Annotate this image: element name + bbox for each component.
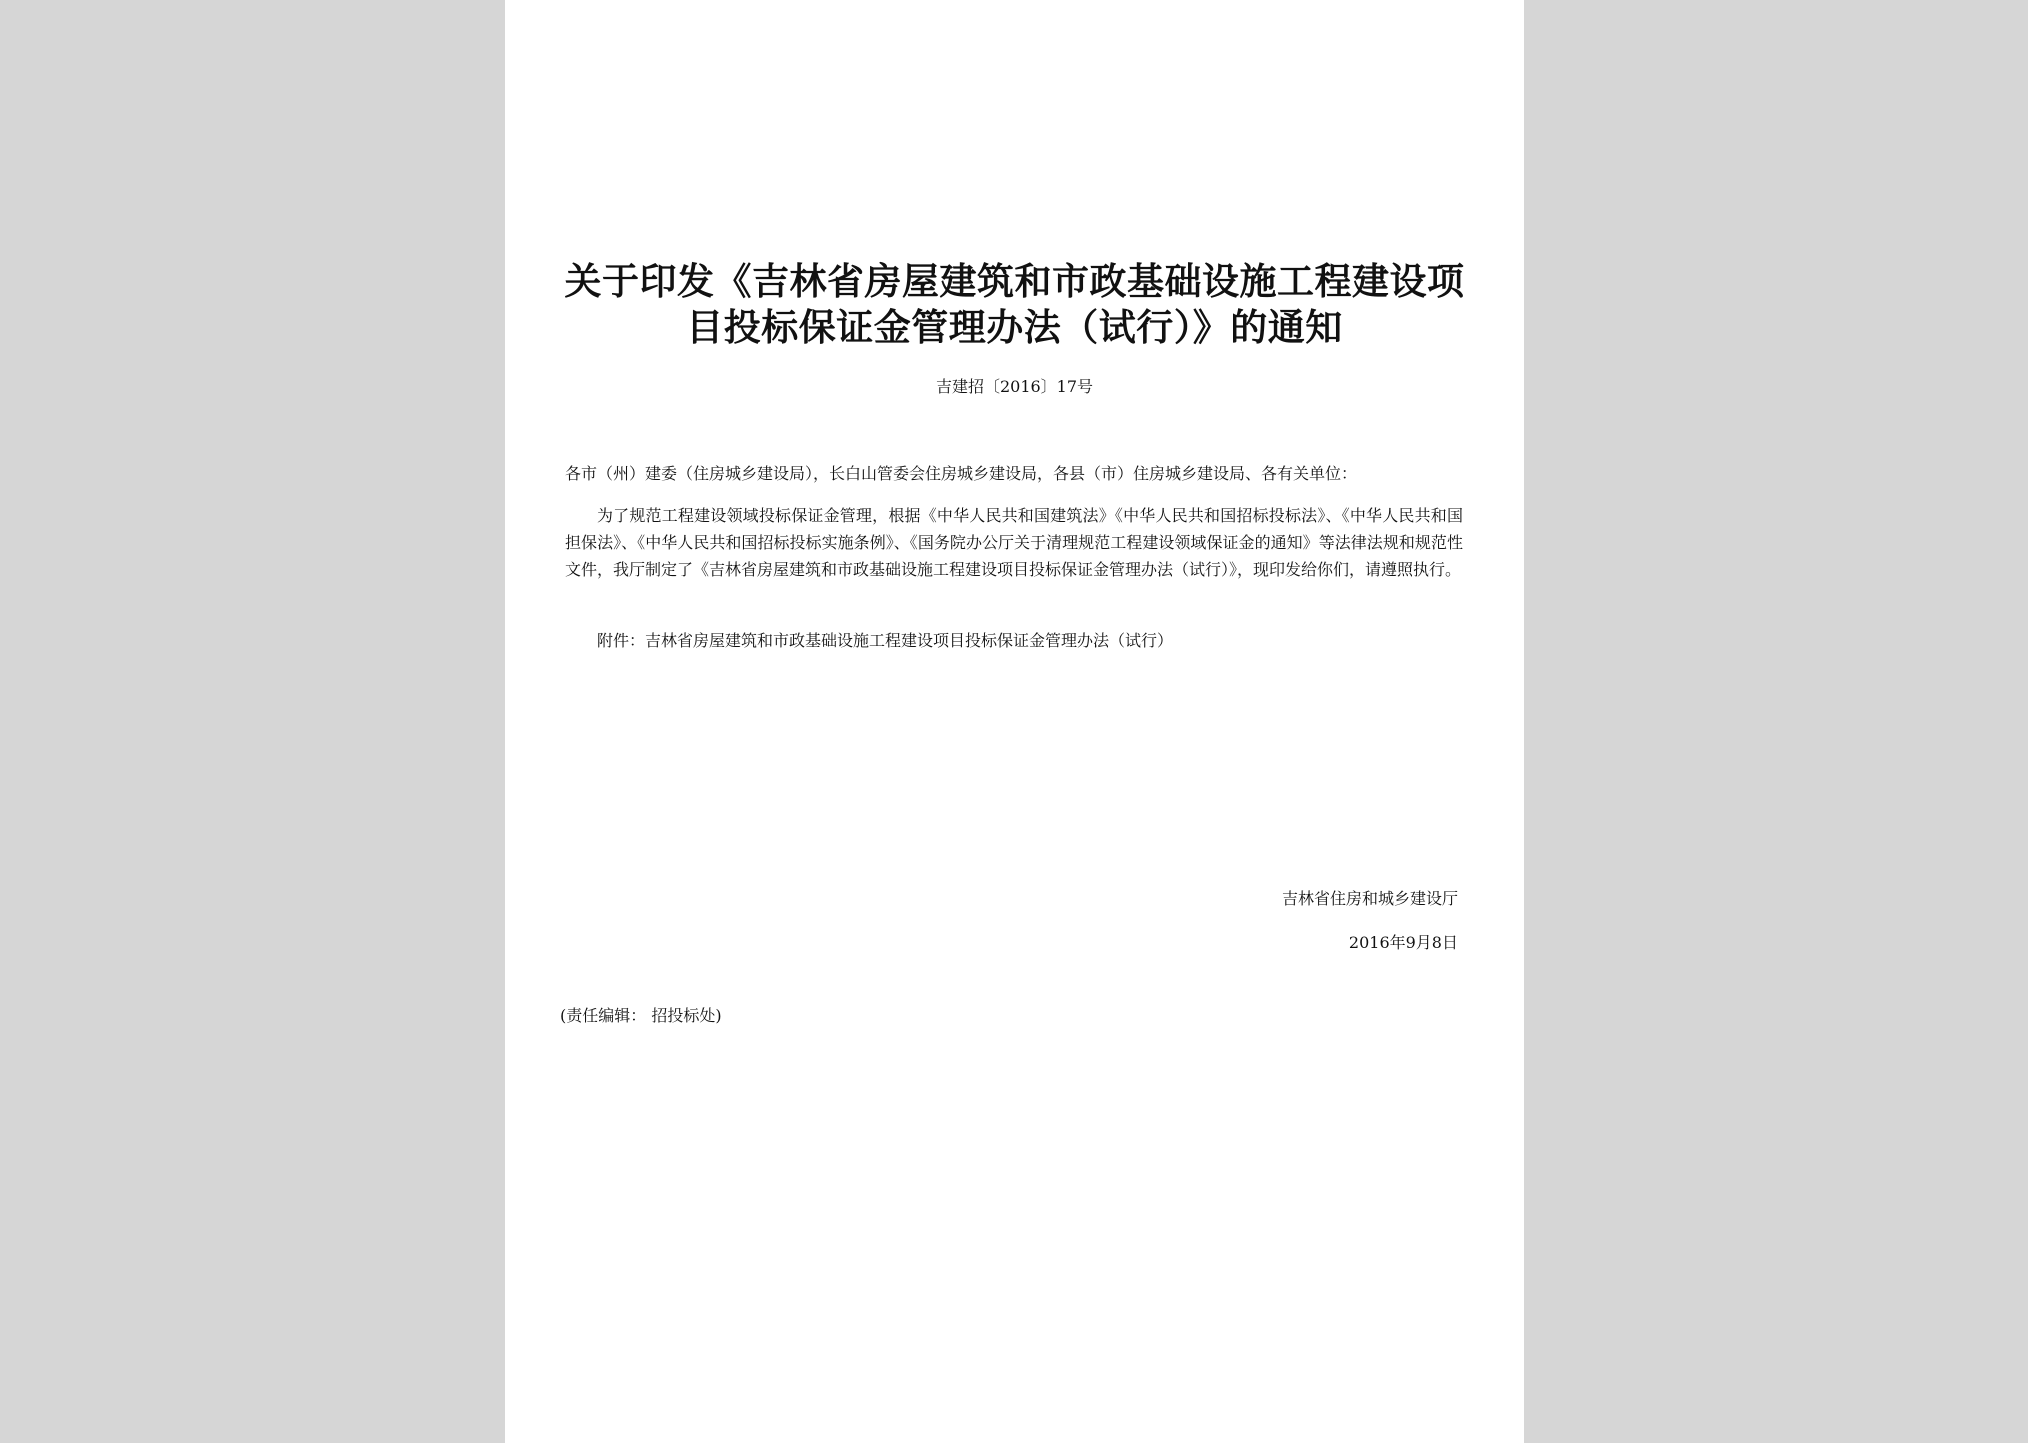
responsible-editor: (责任编辑： 招投标处) — [560, 1006, 722, 1025]
document-number: 吉建招〔2016〕17号 — [935, 377, 1094, 396]
title-line-1: 关于印发《吉林省房屋建筑和市政基础设施工程建设项 — [564, 259, 1465, 303]
issuing-authority: 吉林省住房和城乡建设厅 — [1281, 889, 1458, 908]
issue-date: 2016年9月8日 — [1348, 933, 1458, 952]
attachment-line: 附件：吉林省房屋建筑和市政基础设施工程建设项目投标保证金管理办法（试行） — [597, 631, 1174, 650]
salutation: 各市（州）建委（住房城乡建设局），长白山管委会住房城乡建设局，各县（市）住房城乡建设局、各有关单位： — [565, 464, 1358, 483]
document-title — [545, 258, 1484, 350]
title-line-2: 目投标保证金管理办法（试行）》的通知 — [686, 305, 1343, 349]
document-page — [505, 0, 1524, 1443]
body-paragraph: 为了规范工程建设领域投标保证金管理，根据《中华人民共和国建筑法》《中华人民共和国招标投标法》、《中华人民共和国担保法》、《中华人民共和国招标投标实施条例》、《国务院办公厅关于清理规范工程建设领域保证金的通知》等法律法规和规范性文件，我厅制定了《吉林省房屋建筑和市政基础设施工程建设项目投标保证金管理办法（试行）》，现印发给你们，请遵照执行。 — [565, 506, 1463, 579]
